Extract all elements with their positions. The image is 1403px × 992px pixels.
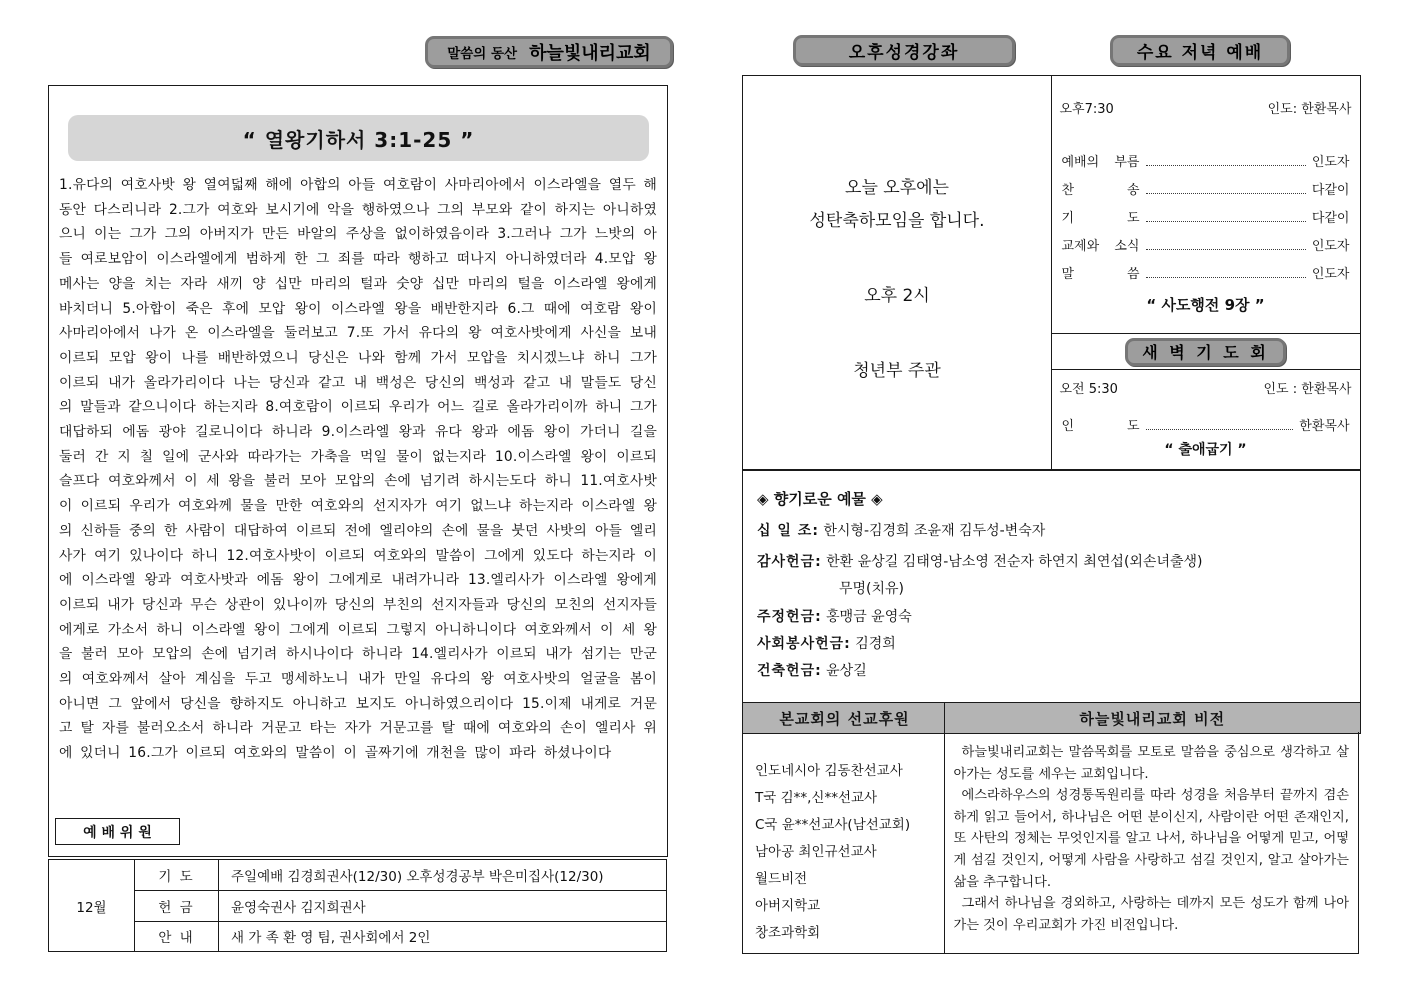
committee-row-label: 헌 금 [135,890,219,920]
scripture-text: 1.유다의 여호사밧 왕 열여덟째 해에 아합의 아들 여호람이 사마리아에서 이스라엘을 열두 해 동안 다스리니라 2.그가 여호와 보시기에 악을 행하였으나 그의 부모와 같이 하지는 아니하였으니 이는 그가 그의 아버지가 만든 바알의 주상을 없이하였음이라 3.그러나 그가 느밧의 아들 여로보암이 이스라엘에게 범하게 한 그 죄를 따라 행하고 떠나지 아니하였더라 4.모압 왕 메사는 양을 치는 자라 새끼 양 십만 마리의 털과 숫양 십만 마리의 털을 이스라엘 왕에게 바치더니 5.아합이 죽은 후에 모압 왕이 이스라엘 왕을 배반한지라 6.그 때에 여호람 왕이 사마리아에서 나가 온 이스라엘을 둘러보고 7.또 가서 유다의 왕 여호사밧에게 사신을 보내 이르되 모압 왕이 나를 배반하였으니 당신은 나와 함께 가서 모압을 치시겠느냐 하니 그가 이르되 내가 올라가리이다 나는 당신과 같고 내 백성은 당신의 백성과 같고 내 말들도 당신의 말들과 같으니이다 하는지라 8.여호람이 이르되 우리가 어느 길로 올라가리이까 하니 그가 대답하되 에돔 광야 길로니이다 하니라 9.이스라엘 왕과 유다 왕과 에돔 왕이 가더니 길을 둘러 간 지 칠 일에 군사와 따라가는 가축을 먹일 물이 없는지라 10.이스라엘 왕이 이르되 슬프다 여호와께서 이 세 왕을 불러 모아 모압의 손에 넘기려 하시는도다 하니 11.여호사밧이 이르되 우리가 여호와께 물을 만한 여호와의 선지자가 여기 없느냐 하는지라 이스라엘 왕의 신하들 중의 한 사람이 대답하여 이르되 전에 엘리야의 손에 물을 붓던 사밧의 아들 엘리사가 여기 있나이다 하니 12.여호사밧이 이르되 여호와의 말씀이 그에게 있도다 하는지라 이에 이스라엘 왕과 여호사밧과 에돔 왕이 그에게로 내려가니라 13.엘리사가 이스라엘 왕에게 이르되 내가 당신과 무슨 상관이 있나이까 당신의 부친의 선지자들과 당신의 모친의 선지자들에게로 가소서 하니 이스라엘 왕이 그에게 이르되 그렇지 아니하니이다 여호와께서 이 세 왕을 불러 모아 모압의 손에 넘기려 하시나이다 하니라 14.엘리사가 이르되 내가 섬기는 만군의 여호와께서 살아 계심을 두고 맹세하노니 내가 만일 유다의 왕 여호사밧의 얼굴을 봄이 아니면 그 앞에서 당신을 향하지도 아니하고 보지도 아니하였으리이다 15.이제 내게로 거문고 탈 자를 불러오소서 하니라 거문고 타는 자가 거문고를 탈 때에 여호와의 손이 엘리사 위에 있더니 16.그가 이르되 여호와의 말씀이 이 골짜기에 개천을 많이 파라 하셨나이다 [59,177,657,762]
wednesday-time: 오후7:30 [1059,102,1114,117]
mission-item: T국 김**,신**선교사 [755,790,878,806]
dotted-leader [1146,428,1294,430]
wednesday-worship-badge-text: 수요 저녁 예배 [1136,43,1264,63]
offering-thanks-row [757,551,1202,571]
committee-row-value: 윤영숙권사 김지희권사 [219,890,666,920]
dotted-leader [1146,220,1306,222]
mission-item: C국 윤**선교사(남선교회) [755,817,911,833]
order-item [1062,254,1350,282]
afternoon-line: 오후 2시 [864,286,930,306]
offering-tithe-row [757,520,1045,540]
dawn-order-label: 인 도 [1061,419,1140,434]
missions-header-text: 본교회의 선교후원 [779,709,910,728]
offering-social-row [757,633,896,653]
order-item [1062,226,1350,254]
committee-month-cell: 12월 [49,860,135,951]
scripture-title: “ 열왕기하서 3:1-25 ” [242,127,475,152]
header-badge-prefix: 말씀의 동산 [447,46,518,62]
vision-text-cell [944,732,1360,954]
church-header-badge [425,36,673,68]
dawn-time: 오전 5:30 [1059,382,1118,397]
dawn-scripture: “ 출애굽기 ” [1164,442,1247,458]
wednesday-leader: 인도: 한환목사 [1267,102,1352,117]
header-badge-church-name: 하늘빛내리교회 [529,43,651,64]
wednesday-time-row [1060,98,1352,117]
offering-value: 한환 윤상길 김태영-남소영 전순자 하연지 최연섭(외손녀출생) [826,553,1203,570]
vision-paragraph: 하늘빛내리교회는 말씀목회를 모토로 말씀을 중심으로 생각하고 살아가는 성도를 세우는 교회입니다. [953,745,1349,782]
offering-label: 감사헌금: [757,553,822,570]
offering-value: 김경희 [855,635,896,652]
offering-label: 사회봉사헌금: [757,635,851,652]
offering-value: 한시형-김경희 조윤재 김두성-변숙자 [823,522,1046,539]
order-item-label: 찬 송 [1061,183,1140,198]
order-item-label: 말 씀 [1061,267,1140,282]
wednesday-scripture: “ 사도행전 9장 ” [1146,296,1265,314]
dotted-leader [1146,192,1306,194]
missions-header-cell [742,702,947,734]
dawn-order-row [1062,406,1350,434]
order-item-label: 기 도 [1061,211,1140,226]
order-item [1062,142,1350,170]
dotted-leader [1146,248,1306,250]
mission-item: 인도네시아 김동찬선교사 [755,763,903,779]
vision-header-cell [944,702,1362,734]
dawn-time-row [1060,378,1352,397]
order-item-who: 인도자 [1311,239,1350,254]
vision-paragraph: 에스라하우스의 성경통독원리를 따라 성경을 처음부터 끝까지 겸손하게 읽고 들어서, 하나님은 어떤 분이신지, 사람이란 어떤 존재인지, 또 사탄의 정체는 무엇인지를 알고 나서, 하나님을 어떻게 믿고, 어떻게 섬길 것인지, 어떻게 사람을 사랑하고 섬길 것인지, 알고 살아가는 삶을 추구합니다. [953,788,1349,890]
schedule-table [742,75,1361,471]
worship-committee-label [55,818,180,845]
offering-label: 건축헌금: [757,662,822,679]
afternoon-class-badge [793,35,1015,66]
dawn-leader: 인도 : 한환목사 [1263,382,1352,397]
afternoon-class-badge-text: 오후성경강좌 [848,43,960,63]
wednesday-worship-cell [1052,76,1360,470]
committee-row-value: 주일예배 김경희권사(12/30) 오후성경공부 박은미집사(12/30) [231,869,604,886]
committee-row-value: 새 가 족 환 영 팀, 권사회에서 2인 [219,921,666,951]
mission-item: 창조과학회 [755,925,821,941]
afternoon-class-cell [743,76,1052,470]
vision-paragraph: 그래서 하나님을 경외하고, 사랑하는 데까지 모든 성도가 함께 나아가는 것이 우리교회가 가진 비전입니다. [953,896,1349,933]
scripture-title-box [68,115,649,161]
mission-item: 남아공 최인규선교사 [755,844,877,860]
missions-vision-table [742,702,1359,955]
worship-committee-label-text: 예 배 위 원 [83,824,152,841]
dotted-leader [1146,164,1306,166]
order-item-who: 인도자 [1311,267,1350,282]
offerings-title: ◈ 향기로운 예물 ◈ [757,489,883,508]
dawn-prayer-badge [1125,338,1286,366]
order-item-who: 다같이 [1311,211,1350,226]
afternoon-line: 오늘 오후에는 [845,178,949,198]
order-item-who: 인도자 [1311,155,1350,170]
offerings-box [742,469,1361,704]
offering-building-row [757,660,867,680]
wednesday-worship-badge [1110,35,1290,66]
worship-committee-table [48,859,667,952]
offering-label: 십 일 조: [757,522,819,539]
order-item-label: 예배의 부름 [1061,155,1140,170]
order-item-who: 다같이 [1311,183,1350,198]
mission-item: 아버지학교 [755,898,821,914]
committee-row-label: 안 내 [135,921,219,951]
order-item [1062,198,1350,226]
missions-list-cell [742,732,945,954]
offering-weekly-row [757,606,912,626]
order-item-label: 교제와 소식 [1061,239,1140,254]
offering-value: 윤상길 [826,662,867,679]
offering-label: 주정헌금: [757,608,822,625]
afternoon-line: 청년부 주관 [853,361,941,381]
order-item [1062,170,1350,198]
offering-value: 홍맹금 윤영숙 [826,608,912,625]
committee-row-label: 기 도 [135,860,219,890]
dawn-order-who: 한환목사 [1299,419,1350,434]
vision-header-text: 하늘빛내리교회 비전 [1079,709,1226,728]
dotted-leader [1146,276,1306,278]
dawn-prayer-band [1052,333,1360,370]
dawn-prayer-badge-text: 새 벽 기 도 회 [1142,343,1269,362]
offering-thanks-row2: 무명(치유) [839,580,905,597]
mission-item: 월드비전 [755,871,808,887]
wednesday-order-list [1062,142,1350,282]
afternoon-line: 성탄축하모임을 합니다. [809,211,985,231]
